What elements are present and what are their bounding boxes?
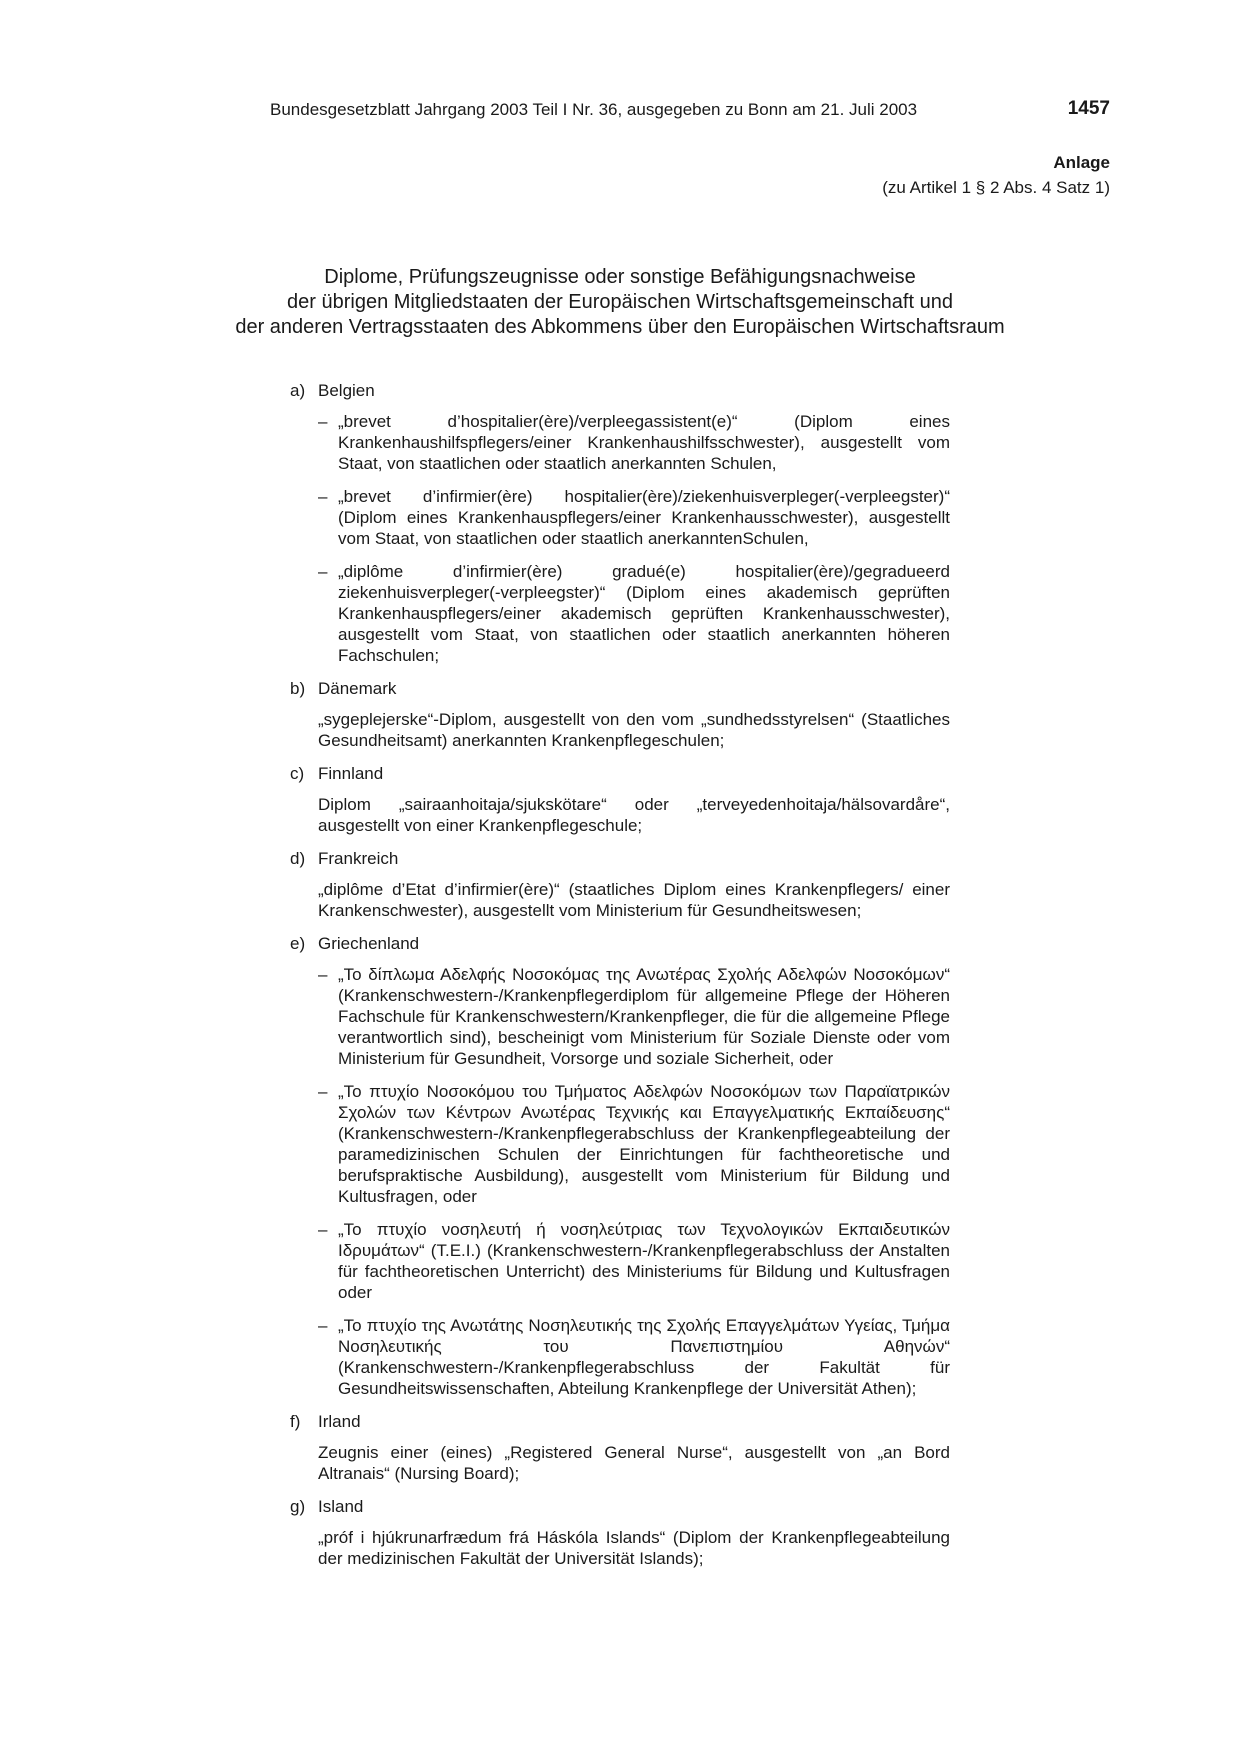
diploma-text: „diplôme d’infirmier(ère) gradué(e) hospitalier(ère)/gegradueerd ziekenhuisverpleger(-verpleegster)“ (Diplom eines akademisch geprüften Krankenhauspflegers/einer akademisch geprüften Krankenhausschwester), ausgestellt vom Staat, von staatlichen oder staatlich anerkannten höheren Fachschulen; <box>338 562 950 665</box>
country-name: Finnland <box>318 764 384 783</box>
section-letter: d) <box>290 849 306 868</box>
heading-line: der übrigen Mitgliedstaaten der Europäischen Wirtschaftsgemeinschaft und <box>287 291 953 313</box>
country-list <box>290 380 950 1581</box>
country-heading <box>290 1496 950 1517</box>
diploma-text: „Το πτυχίο της Ανωτάτης Νοσηλευτικής της Σχολής Επαγγελμάτων Υγείας, Τμήμα Νοσηλευτικής του Πανεπιστημίου Αθηνών“ (Krankenschwestern-/Krankenpflegerabschluss der Fakultät für Gesundheitswissenschaften, Abteilung Krankenpflege der Universität Athen); <box>338 1316 950 1398</box>
diploma-text: „sygeplejerske“-Diplom, ausgestellt von den vom „sundhedsstyrelsen“ (Staatliches Gesundheitsamt) anerkannten Krankenpflegeschulen; <box>318 710 950 750</box>
country-heading <box>290 933 950 954</box>
diploma-entry <box>290 709 950 751</box>
country-heading <box>290 380 950 401</box>
list-dash: – <box>318 1316 328 1335</box>
diploma-text: Diplom „sairaanhoitaja/sjukskötare“ oder „terveyedenhoitaja/hälsovardåre“, ausgestellt von einer Krankenpflegeschule; <box>318 795 950 835</box>
diploma-entry <box>290 1527 950 1569</box>
country-section <box>290 763 950 836</box>
running-header <box>270 100 1110 124</box>
diploma-text: „Το πτυχίο νοσηλευτή ή νοσηλεύτριας των Τεχνολογικών Εκπαιδευτικών Ιδρυμάτων“ (T.E.I.) (Krankenschwestern-/Krankenpflegerabschluss der Anstalten für fachtheoretischen Unterricht) des Ministeriums für Bildung und Kultusfragen oder <box>338 1220 950 1302</box>
diploma-text: „Το πτυχίο Νοσοκόμου του Τμήματος Αδελφών Νοσοκόμων των Παραϊατρικών Σχολών των Κέντρων Ανωτέρας Τεχνικής και Επαγγελματικής Εκπαίδευσης“ (Krankenschwestern-/Krankenpflegerabschluss der Krankenpflegeabteilung der paramedizinischen Schulen der Einrichtungen für fachtheoretische und berufspraktische Ausbildung), ausgestellt vom Ministerium für Bildung und Kultusfragen, oder <box>338 1082 950 1206</box>
diploma-text: Zeugnis einer (eines) „Registered General Nurse“, ausgestellt von „an Bord Altranais“ (Nursing Board); <box>318 1443 950 1483</box>
country-heading <box>290 848 950 869</box>
diploma-text: „brevet d’infirmier(ère) hospitalier(ère)/ziekenhuisverpleger(-verpleegster)“ (Diplom eines Krankenhauspflegers/einer Krankenhausschwester), ausgestellt vom Staat, von staatlichen oder staatlich anerkanntenSchulen, <box>338 487 950 548</box>
annex-label: Anlage <box>1053 153 1110 172</box>
diploma-entry <box>290 1081 950 1207</box>
diploma-entry <box>290 486 950 549</box>
heading-line: Diplome, Prüfungszeugnisse oder sonstige Befähigungsnachweise <box>324 266 916 288</box>
country-section <box>290 678 950 751</box>
section-letter: f) <box>290 1412 301 1431</box>
diploma-text: „diplôme d’Etat d’infirmier(ère)“ (staatliches Diplom eines Krankenpflegers/ einer Krankenschwester), ausgestellt vom Ministerium für Gesundheitswesen; <box>318 880 950 920</box>
diploma-entry <box>290 1442 950 1484</box>
country-name: Belgien <box>318 381 375 400</box>
diploma-entry <box>290 964 950 1069</box>
list-dash: – <box>318 965 328 984</box>
annex-reference: (zu Artikel 1 § 2 Abs. 4 Satz 1) <box>882 178 1110 197</box>
country-name: Island <box>318 1497 364 1516</box>
document-heading <box>170 265 1070 340</box>
gazette-title: Bundesgesetzblatt Jahrgang 2003 Teil I Nr. 36, ausgegeben zu Bonn am 21. Juli 2003 <box>270 100 918 119</box>
diploma-text: „brevet d’hospitalier(ère)/verpleegassistent(e)“ (Diplom eines Krankenhaushilfspflegers/einer Krankenhaushilfsschwester), ausgestellt vom Staat, von staatlichen oder staatlich anerkannten Schulen, <box>338 412 950 473</box>
country-name: Dänemark <box>318 679 397 698</box>
country-section <box>290 380 950 666</box>
country-section <box>290 1496 950 1569</box>
country-name: Griechenland <box>318 934 420 953</box>
list-dash: – <box>318 1082 328 1101</box>
country-heading <box>290 1411 950 1432</box>
diploma-entry <box>290 1219 950 1303</box>
list-dash: – <box>318 562 328 581</box>
section-letter: c) <box>290 764 305 783</box>
section-letter: a) <box>290 381 306 400</box>
diploma-entry <box>290 411 950 474</box>
list-dash: – <box>318 1220 328 1239</box>
section-letter: g) <box>290 1497 306 1516</box>
country-name: Irland <box>318 1412 361 1431</box>
country-section <box>290 848 950 921</box>
heading-line: der anderen Vertragsstaaten des Abkommens über den Europäischen Wirtschaftsraum <box>235 316 1005 338</box>
diploma-text: „próf i hjúkrunarfrædum frá Háskóla Islands“ (Diplom der Krankenpflegeabteilung der medizinischen Fakultät der Universität Islands); <box>318 1528 950 1568</box>
section-letter: e) <box>290 934 306 953</box>
diploma-entry <box>290 561 950 666</box>
list-dash: – <box>318 487 328 506</box>
country-name: Frankreich <box>318 849 399 868</box>
country-heading <box>290 763 950 784</box>
list-dash: – <box>318 412 328 431</box>
annex-label-block <box>882 150 1110 200</box>
diploma-entry <box>290 794 950 836</box>
page-number: 1457 <box>1067 98 1110 119</box>
section-letter: b) <box>290 679 306 698</box>
country-heading <box>290 678 950 699</box>
diploma-entry <box>290 879 950 921</box>
country-section <box>290 933 950 1399</box>
country-section <box>290 1411 950 1484</box>
diploma-text: „Το δίπλωμα Αδελφής Νοσοκόμας της Ανωτέρας Σχολής Αδελφών Νοσοκόμων“ (Krankenschwestern-/Krankenpflegerdiplom für allgemeine Pflege der Höheren Fachschule für Krankenschwestern/Krankenpfleger, die für die allgemeine Pflege verantwortlich sind), bescheinigt vom Ministerium für Soziale Dienste oder vom Ministerium für Gesundheit, Vorsorge und soziale Sicherheit, oder <box>338 965 950 1068</box>
diploma-entry <box>290 1315 950 1399</box>
